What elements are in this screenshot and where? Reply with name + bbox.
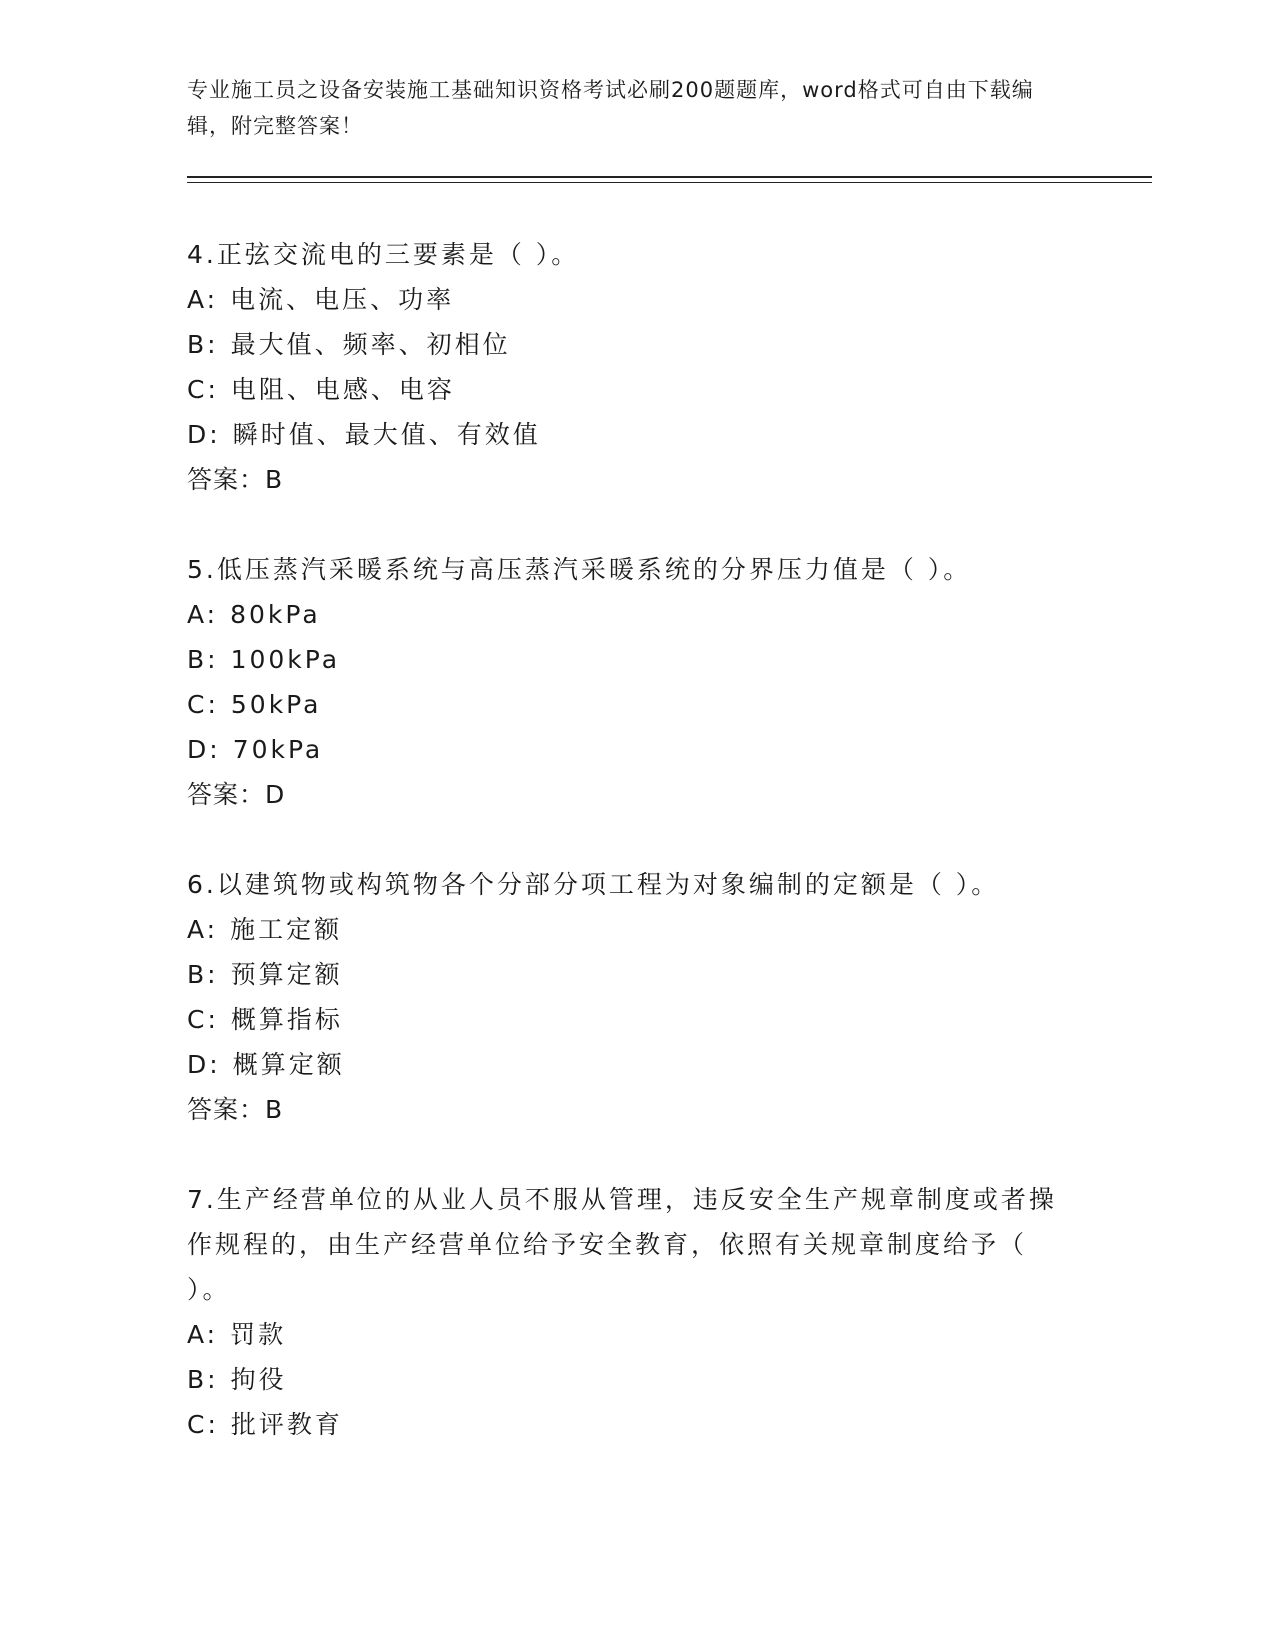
question-item	[187, 862, 1067, 1132]
option-c: C: 电阻、电感、电容	[187, 375, 455, 404]
header-divider-thick	[187, 176, 1152, 178]
option-b: B: 预算定额	[187, 960, 343, 989]
option-c: C: 50kPa	[187, 690, 322, 719]
answer-line: 答案：B	[187, 1095, 284, 1124]
answer-line: 答案：B	[187, 465, 284, 494]
question-item	[187, 547, 1067, 817]
answer-line: 答案：D	[187, 780, 286, 809]
option-a: A: 罚款	[187, 1320, 287, 1349]
option-d: D: 概算定额	[187, 1050, 345, 1079]
option-d: D: 70kPa	[187, 735, 324, 764]
option-b: B: 100kPa	[187, 645, 341, 674]
header-text: 专业施工员之设备安装施工基础知识资格考试必刷200题题库，word格式可自由下载编辑，附完整答案！	[187, 78, 1034, 138]
question-stem: 7.生产经营单位的从业人员不服从管理，违反安全生产规章制度或者操作规程的，由生产经营单位给予安全教育，依照有关规章制度给予（ ）。	[187, 1185, 1057, 1304]
question-stem: 5.低压蒸汽采暖系统与高压蒸汽采暖系统的分界压力值是（ ）。	[187, 555, 972, 584]
question-stem: 6.以建筑物或构筑物各个分部分项工程为对象编制的定额是（ ）。	[187, 870, 1000, 899]
option-c: C: 批评教育	[187, 1410, 343, 1439]
question-list	[187, 232, 1067, 1492]
header-divider-thin	[187, 182, 1152, 183]
question-stem: 4.正弦交流电的三要素是（ ）。	[187, 240, 580, 269]
option-a: A: 电流、电压、功率	[187, 285, 455, 314]
option-c: C: 概算指标	[187, 1005, 343, 1034]
option-b: B: 拘役	[187, 1365, 287, 1394]
question-item	[187, 232, 1067, 502]
option-a: A: 施工定额	[187, 915, 343, 944]
document-header	[187, 72, 1067, 144]
option-a: A: 80kPa	[187, 600, 321, 629]
option-b: B: 最大值、频率、初相位	[187, 330, 511, 359]
option-d: D: 瞬时值、最大值、有效值	[187, 420, 541, 449]
question-item	[187, 1177, 1067, 1447]
